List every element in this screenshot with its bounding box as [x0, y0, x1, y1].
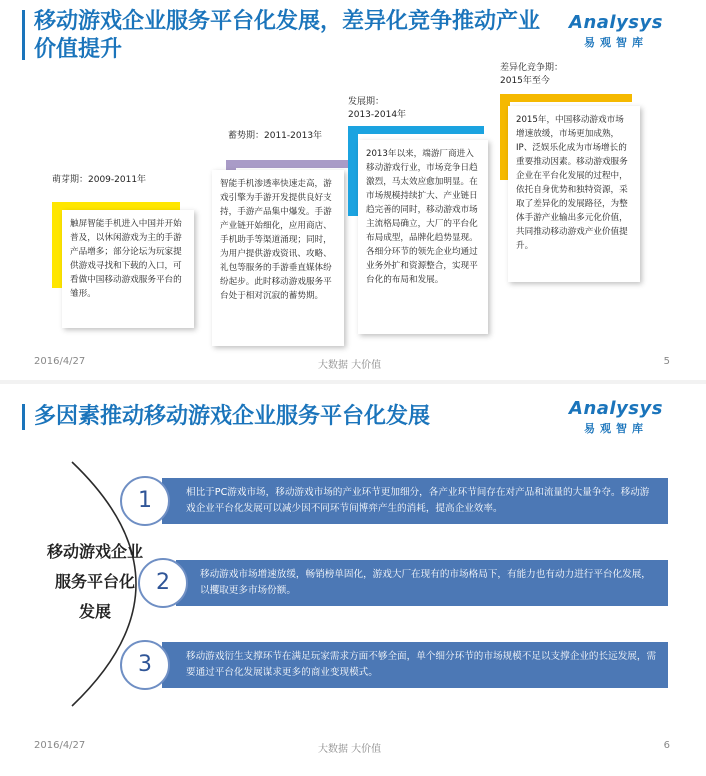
- slide-title: 多因素推动移动游戏企业服务平台化发展: [34, 404, 431, 429]
- stage3-label-line2: 2013-2014年: [348, 110, 407, 120]
- stage1-box: 触屏智能手机进入中国并开始普及，以休闲游戏为主的手游产品增多；部分论坛为玩家提供游戏寻找和下载的入口，可看做中国移动游戏服务平台的雏形。: [62, 210, 194, 328]
- stage2-accent-horizontal: [226, 160, 358, 168]
- stage1-accent-horizontal: [52, 202, 180, 210]
- stage4-box: 2015年，中国移动游戏市场增速放缓，市场更加成熟，IP、泛娱乐化成为市场增长的重要推动因素。移动游戏服务企业在平台化发展的过程中，依托自身优势和独特资源，采取了差异化的发展路径，为整体手游产业输出多元化价值，共同推动移动游戏产业价值提升。: [508, 106, 640, 282]
- stage4-accent-horizontal: [500, 94, 632, 102]
- stage3-box: 2013年以来，端游厂商进入移动游戏行业，市场竞争日趋激烈，马太效应愈加明显。在市场规模持续扩大、产业链日趋完善的同时，移动游戏市场主流格局确立，大厂的平台化布局成型，品牌化趋势显现。各细分环节的领先企业均通过业务外扩和资源整合，实现平台化的布局和发展。: [358, 140, 488, 334]
- factor-bar-3: 移动游戏衍生支撑环节在满足玩家需求方面不够全面，单个细分环节的市场规模不足以支撑企业的长远发展，需要通过平台化发展谋求更多的商业变现模式。: [162, 642, 668, 688]
- analysys-logo: [556, 12, 676, 50]
- page-number: 6: [663, 740, 670, 751]
- footer-slogan: 大数据 大价值: [318, 744, 382, 755]
- stage3-accent-vertical: [348, 126, 358, 216]
- logo-text-en: Analysys: [569, 12, 663, 33]
- title-accent-bar: [22, 10, 25, 60]
- page-number: 5: [663, 356, 670, 367]
- center-title-line2: 服务平台化: [54, 572, 135, 591]
- logo-text-en: Analysys: [569, 398, 663, 419]
- factor-bar-1: 相比于PC游戏市场，移动游戏市场的产业环节更加细分，各产业环节间存在对产品和流量的大量争夺。移动游戏企业平台化发展可以减少因不同环节间博弈产生的消耗，提高企业效率。: [162, 478, 668, 524]
- factor-number-2: 2: [138, 558, 188, 608]
- stage2-box: 智能手机渗透率快速走高，游戏引擎为手游开发提供良好支持，手游产品集中爆发。手游产业链开始细化，应用商店、手机助手等渠道涌现；同时，为用户提供游戏资讯、攻略、礼包等服务的手游垂直媒体纷纷起步。此时移动游戏服务平台处于相对沉寂的蓄势期。: [212, 170, 344, 346]
- logo-text-cn: 易观智库: [584, 36, 648, 49]
- logo-text-cn: 易观智库: [584, 422, 648, 435]
- factor-number-1: 1: [120, 476, 170, 526]
- slide-title-line2: 价值提升: [34, 37, 123, 62]
- slide-5: [0, 0, 706, 380]
- stage3-label-line1: 发展期：: [348, 97, 385, 107]
- stage2-label: 蓄势期：2011-2013年: [228, 131, 323, 141]
- slide-6: [0, 384, 706, 776]
- footer-date: 2016/4/27: [34, 356, 86, 367]
- center-title-line3: 发展: [78, 602, 111, 621]
- stage4-label-line2: 2015年至今: [500, 76, 550, 86]
- footer-slogan: 大数据 大价值: [318, 360, 382, 371]
- slide-title-line1: 移动游戏企业服务平台化发展，差异化竞争推动产业: [34, 9, 541, 34]
- center-title-line1: 移动游戏企业: [46, 542, 143, 561]
- stage1-accent-vertical: [52, 202, 62, 288]
- stage3-accent-horizontal: [348, 126, 484, 134]
- stage4-label-line1: 差异化竞争期：: [500, 63, 564, 73]
- footer-date: 2016/4/27: [34, 740, 86, 751]
- stage1-label: 萌芽期：2009-2011年: [52, 175, 147, 185]
- factor-bar-2: 移动游戏市场增速放缓，畅销榜单固化，游戏大厂在现有的市场格局下，有能力也有动力进行平台化发展，以攫取更多市场份额。: [176, 560, 668, 606]
- factor-number-3: 3: [120, 640, 170, 690]
